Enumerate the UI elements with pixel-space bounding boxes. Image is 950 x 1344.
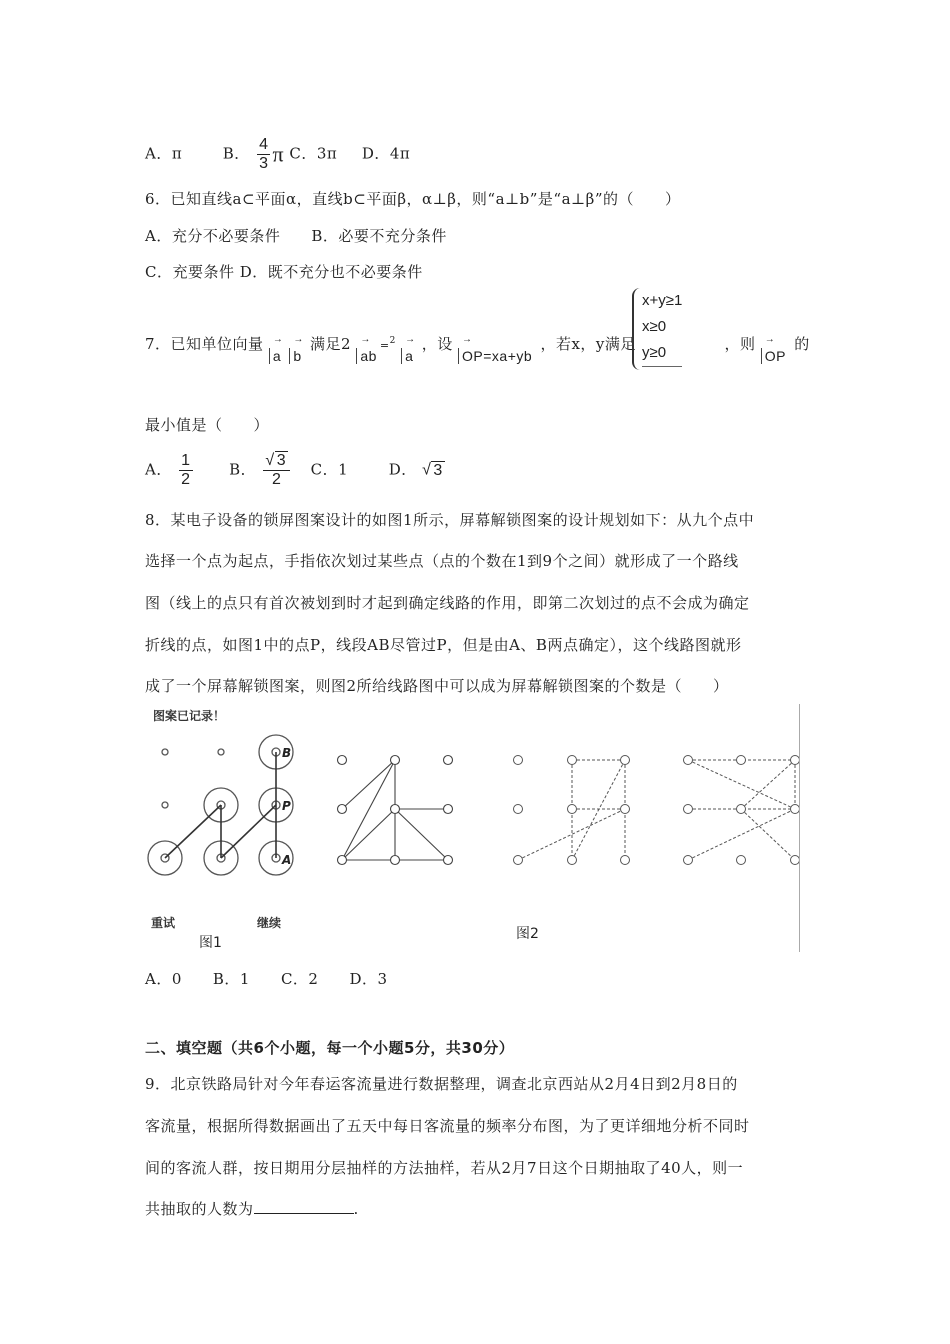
vector-ab: → ab <box>356 348 380 364</box>
dot <box>514 805 523 814</box>
q9-line-3: 间的客流人群，按日期用分层抽样的方法抽样，若从2月7日这个日期抽取了40人，则一 <box>145 1159 744 1177</box>
constraint-2: x≥0 <box>642 318 667 335</box>
dot <box>621 856 630 865</box>
q7-option-b: B． <box>229 460 257 479</box>
dot <box>391 805 400 814</box>
q9-line-2: 客流量，根据所得数据画出了五天中每日客流量的频率分布图，为了更详细地分析不同时 <box>145 1117 750 1135</box>
lock-pattern-figures <box>145 704 799 952</box>
label-point-b: B <box>282 746 292 760</box>
fraction-numerator: 4 <box>259 136 269 153</box>
label-point-p: P <box>282 799 291 813</box>
vector-a: → a <box>269 348 284 364</box>
dot <box>737 856 746 865</box>
fig1-banner: 图案已记录！ <box>153 709 226 723</box>
q7-eq: = <box>379 339 390 352</box>
q7-options <box>145 452 445 489</box>
dot <box>218 749 224 755</box>
vector-a-squared: → a <box>401 348 416 364</box>
vector-op: → OP <box>761 348 789 364</box>
q8-line-4: 折线的点，如图1中的点P，线段AB尽管过P，但是由A、B两点确定），这个线路图就形 <box>145 636 742 654</box>
fig1-continue: 继续 <box>257 916 282 930</box>
q8-line-1: 8．某电子设备的锁屏图案设计的如图1所示，屏幕解锁图案的设计规划如下：从九个点中 <box>145 511 755 529</box>
q8-line-3: 图（线上的点只有首次被划到时才起到确定线路的作用，即第二次划过的点不会成为确定 <box>145 594 750 612</box>
dot <box>737 805 746 814</box>
dot <box>684 856 693 865</box>
q7-mid4: ，则 <box>724 335 756 353</box>
fraction-denominator: 3 <box>259 155 269 172</box>
dot <box>568 856 577 865</box>
constraint-1: x+y≥1 <box>642 292 683 309</box>
q6-options-ab: A．充分不必要条件 B．必要不充分条件 <box>145 227 447 245</box>
q9-line-4-tail: . <box>353 1200 359 1218</box>
q5-option-c: C．3π <box>289 144 338 163</box>
dot <box>444 805 453 814</box>
dot <box>684 756 693 765</box>
q7-lead: 7．已知单位向量 <box>145 335 264 353</box>
fig1-retry: 重试 <box>151 916 176 930</box>
dot <box>391 756 400 765</box>
q5-option-d: D．4π <box>361 144 411 163</box>
q5-option-a: A．π <box>145 144 183 163</box>
q8-line-2: 选择一个点为起点，手指依次划过某些点（点的个数在1到9个之间）就形成了一个路线 <box>145 552 739 570</box>
q8-options: A．0 B．1 C．2 D．3 <box>145 970 388 988</box>
fraction-numerator: √ 3 <box>263 452 290 471</box>
q7-mid3: ，若x，y满足 <box>540 335 636 353</box>
q7-option-b-fraction <box>263 452 290 489</box>
q5-option-b-label: B． <box>222 144 250 163</box>
dot <box>162 749 168 755</box>
q7-mid1: 满足2 <box>309 335 352 353</box>
dot <box>338 856 347 865</box>
pi-symbol: π <box>272 141 285 167</box>
answer-blank[interactable] <box>254 1199 354 1214</box>
constraint-3: y≥0 <box>642 340 682 367</box>
dot <box>791 805 800 814</box>
q9-line-4 <box>145 1198 359 1219</box>
dot <box>391 856 400 865</box>
dot <box>338 805 347 814</box>
fig2a-pattern <box>338 756 453 865</box>
q5-options <box>145 136 410 173</box>
q9-line-1: 9．北京铁路局针对今年春运客流量进行数据整理，调查北京西站从2月4日到2月8日的 <box>145 1075 738 1093</box>
dot <box>162 802 168 808</box>
dot <box>684 805 693 814</box>
q7-constraint-system <box>632 288 682 370</box>
dot <box>514 856 523 865</box>
q7-square: 2 <box>389 336 396 346</box>
q9-line-4-text: 共抽取的人数为 <box>145 1200 254 1218</box>
q6-stem: 6．已知直线a⊂平面α，直线b⊂平面β，α⊥β，则“a⊥b”是“a⊥β”的（ ） <box>145 190 681 208</box>
radicand: 3 <box>276 452 287 469</box>
radicand: 3 <box>433 461 443 479</box>
q7-option-d-sqrt: √ 3 <box>422 461 443 479</box>
dot <box>444 856 453 865</box>
q6-options-cd: C．充要条件 D．既不充分也不必要条件 <box>145 263 423 281</box>
dot <box>737 756 746 765</box>
dot <box>568 756 577 765</box>
q7-option-c: C．1 <box>310 460 349 479</box>
dot <box>791 756 800 765</box>
dot <box>621 805 630 814</box>
fig1-caption: 图1 <box>199 935 222 951</box>
q5-option-b-fraction <box>257 136 270 173</box>
fig2b-pattern <box>514 756 630 865</box>
fig2c-pattern <box>684 756 800 865</box>
q7-option-a-fraction <box>179 452 192 489</box>
q7-option-d: D． <box>388 460 417 479</box>
label-point-a: A <box>282 853 292 867</box>
op-expression: → OP=xa+yb <box>458 348 535 364</box>
q7-line2: 最小值是（ ） <box>145 416 270 434</box>
q7-mid2: ，设 <box>421 335 453 353</box>
dot <box>791 856 800 865</box>
dot <box>621 756 630 765</box>
dot <box>444 756 453 765</box>
dot <box>514 756 523 765</box>
q7-stem <box>145 333 810 364</box>
dot <box>338 756 347 765</box>
section2-heading: 二、填空题（共6个小题，每一个小题5分，共30分） <box>145 1039 515 1057</box>
vector-b: → b <box>289 348 304 364</box>
q8-line-5: 成了一个屏幕解锁图案，则图2所给线路图中可以成为屏幕解锁图案的个数是（ ） <box>145 677 729 695</box>
q7-tail: 的 <box>794 335 810 353</box>
q8-figure <box>145 704 800 952</box>
fraction-numerator: 1 <box>181 452 191 469</box>
dot <box>568 805 577 814</box>
fraction-denominator: 2 <box>272 471 282 488</box>
fraction-denominator: 2 <box>181 471 191 488</box>
q7-option-a: A． <box>145 460 172 479</box>
fig2-caption: 图2 <box>516 926 539 942</box>
